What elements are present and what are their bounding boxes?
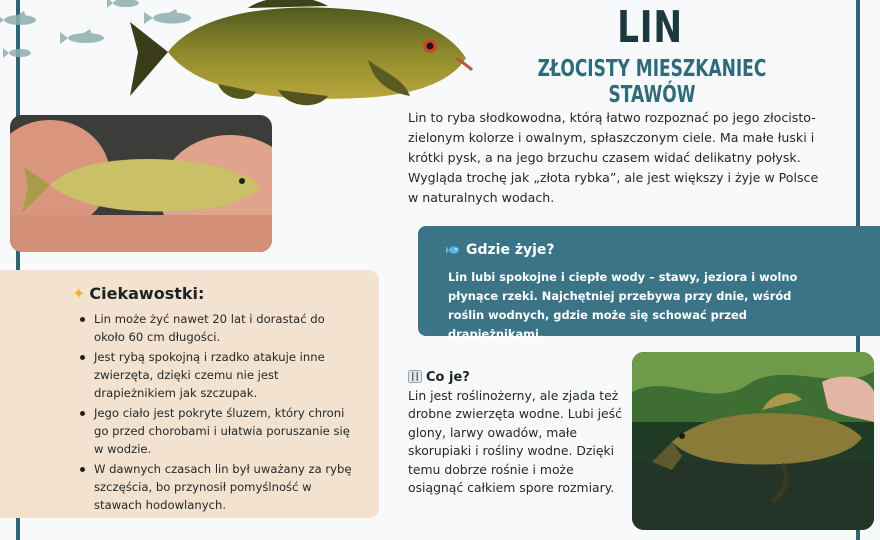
tench-in-water-photo	[632, 352, 874, 530]
facts-heading-label: Ciekawostki:	[89, 284, 205, 303]
habitat-heading	[446, 242, 555, 260]
page-title: LIN	[617, 2, 683, 53]
list-item: Lin może żyć nawet 20 lat i dorastać do około 60 cm długości.	[78, 310, 358, 346]
intro-paragraph: Lin to ryba słodkowodna, którą łatwo rozpoznać po jego złocisto-zielonym kolorze i owalnym, spłaszczonym ciele. Ma małe łuski i krótki pysk, a na jego brzuchu czasem widać delikatny połysk. Wygląda trochę jak „złota rybka”, ale jest większy i żyje w Polsce w naturalnych wodach.	[408, 110, 819, 205]
diet-heading-label: Co je?	[426, 370, 470, 385]
fish-icon	[446, 244, 460, 260]
facts-list	[78, 310, 358, 516]
diet-text: Lin jest roślinożerny, ale zjada też drobne zwierzęta wodne. Lubi jeść glony, larwy owadów, małe skorupiaki i rośliny wodne. Dzięki temu dobrze rośnie i może osiągnąć całkiem spore rozmiary.	[408, 388, 622, 496]
list-item: Jego ciało jest pokryte śluzem, który chroni go przed chorobami i ułatwia poruszanie się w wodzie.	[78, 404, 358, 458]
list-item: Jest rybą spokojną i rzadko atakuje inne zwierzęta, dzięki czemu nie jest drapieżnikiem jak szczupak.	[78, 348, 358, 402]
cutlery-icon	[408, 370, 422, 387]
list-item: W dawnych czasach lin był uważany za rybę szczęścia, bo przynosił pomyślność w stawach hodowlanych.	[78, 460, 358, 514]
sparkle-icon: ✦	[72, 284, 86, 303]
tench-in-hand-photo	[10, 115, 272, 252]
tench-fish-illustration	[128, 0, 473, 112]
habitat-heading-label: Gdzie żyje?	[466, 242, 555, 258]
habitat-text: Lin lubi spokojne i ciepłe wody – stawy, jeziora i wolno płynące rzeki. Najchętniej przebywa przy dnie, wśród roślin wodnych, gdzie może się schować przed drapieżnikami.	[448, 270, 798, 341]
page-subtitle: ZŁOCISTY MIESZKANIEC STAWÓW	[537, 56, 767, 108]
diet-heading	[408, 370, 470, 387]
facts-heading	[72, 284, 204, 303]
